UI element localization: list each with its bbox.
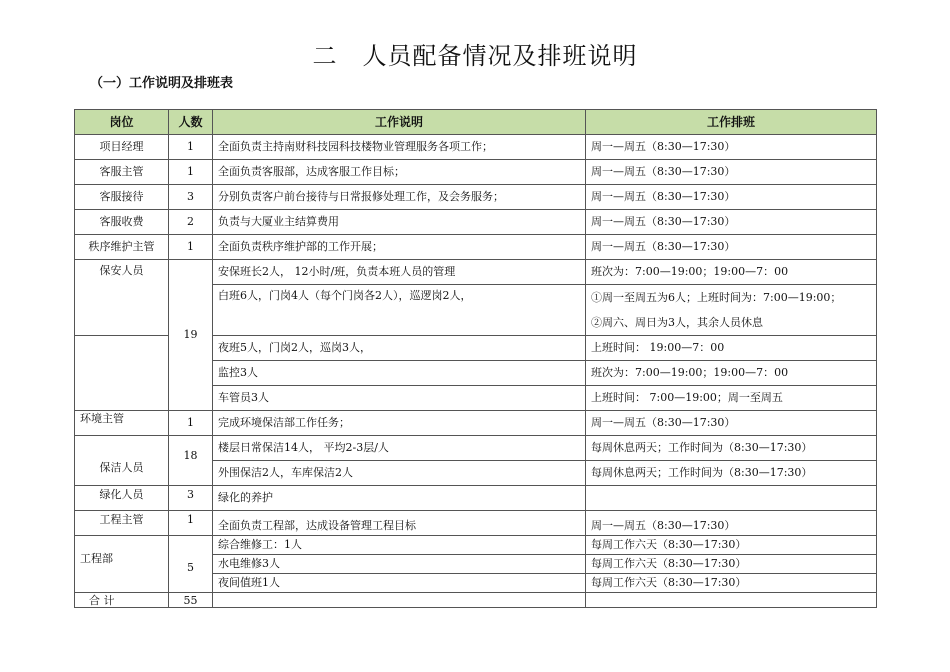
count-cell: 19: [169, 260, 213, 411]
post-cell: 绿化人员: [75, 486, 169, 511]
count-cell: 2: [169, 210, 213, 235]
table-row-total: [75, 593, 877, 608]
table-row: [75, 135, 877, 160]
schedule-table: [74, 109, 877, 608]
table-row: [75, 210, 877, 235]
schedule-cell: 每周工作六天（8:30—17:30）: [586, 536, 877, 555]
table-row: [75, 536, 877, 555]
header-post: 岗位: [75, 110, 169, 135]
post-cell: 客服接待: [75, 185, 169, 210]
post-cell: 客服收费: [75, 210, 169, 235]
schedule-cell: 班次为：7:00—19:00；19:00—7：00: [586, 260, 877, 285]
description-cell: 综合维修工：1人: [213, 536, 586, 555]
count-cell: 5: [169, 536, 213, 593]
schedule-line: ②周六、周日为3人，其余人员休息: [591, 316, 763, 329]
schedule-cell: [586, 285, 877, 336]
count-cell: 18: [169, 436, 213, 486]
post-cell-empty: [75, 336, 169, 411]
count-cell: 3: [169, 486, 213, 511]
description-cell: 监控3人: [213, 361, 586, 386]
description-cell: 全面负责主持南财科技园科技楼物业管理服务各项工作；: [213, 135, 586, 160]
schedule-cell: 周一—周五（8:30—17:30）: [586, 411, 877, 436]
schedule-cell: 每周休息两天；工作时间为（8:30—17:30）: [586, 436, 877, 461]
description-cell: 水电维修3人: [213, 555, 586, 574]
table-row: [75, 160, 877, 185]
table-row: [75, 260, 877, 285]
count-cell: 1: [169, 411, 213, 436]
schedule-cell: 班次为：7:00—19:00；19:00—7：00: [586, 361, 877, 386]
schedule-cell: 周一—周五（8:30—17:30）: [586, 160, 877, 185]
schedule-cell: 周一—周五（8:30—17:30）: [586, 185, 877, 210]
schedule-cell: 每周工作六天（8:30—17:30）: [586, 574, 877, 593]
table-row: [75, 235, 877, 260]
count-cell: 1: [169, 235, 213, 260]
schedule-cell: 周一—周五（8:30—17:30）: [586, 135, 877, 160]
post-cell: 项目经理: [75, 135, 169, 160]
description-cell-empty: [213, 593, 586, 608]
description-cell: 分别负责客户前台接待与日常报修处理工作，及会务服务；: [213, 185, 586, 210]
schedule-cell: [586, 486, 877, 511]
header-schedule: 工作排班: [586, 110, 877, 135]
count-cell: 1: [169, 160, 213, 185]
description-cell: 外围保洁2人，车库保洁2人: [213, 461, 586, 486]
page-title: 二 人员配备情况及排班说明: [312, 42, 638, 70]
table-header-row: [75, 110, 877, 135]
post-cell: 客服主管: [75, 160, 169, 185]
count-cell: 1: [169, 135, 213, 160]
table-row: [75, 185, 877, 210]
post-cell: 工程部: [75, 536, 169, 593]
section-subtitle: （一）工作说明及排班表: [90, 76, 234, 91]
description-cell: 全面负责秩序维护部的工作开展；: [213, 235, 586, 260]
description-cell: 安保班长2人， 12小时/班，负责本班人员的管理: [213, 260, 586, 285]
header-count: 人数: [169, 110, 213, 135]
description-cell: 绿化的养护: [213, 486, 586, 511]
post-cell: 环境主管: [75, 411, 169, 436]
schedule-cell-empty: [586, 593, 877, 608]
schedule-cell: 周一—周五（8:30—17:30）: [586, 511, 877, 536]
description-cell: 全面负责客服部，达成客服工作目标；: [213, 160, 586, 185]
post-cell: 保洁人员: [75, 436, 169, 486]
total-count: 55: [169, 593, 213, 608]
description-cell: 白班6人，门岗4人（每个门岗各2人），巡逻岗2人，: [213, 285, 586, 336]
header-description: 工作说明: [213, 110, 586, 135]
schedule-cell: 上班时间： 7:00—19:00；周一至周五: [586, 386, 877, 411]
schedule-cell: 每周休息两天；工作时间为（8:30—17:30）: [586, 461, 877, 486]
schedule-cell: 周一—周五（8:30—17:30）: [586, 235, 877, 260]
table-row: [75, 511, 877, 536]
description-cell: 全面负责工程部，达成设备管理工程目标: [213, 511, 586, 536]
schedule-line: ①周一至周五为6人；上班时间为：7:00—19:00；: [591, 291, 842, 304]
total-label: 合 计: [75, 593, 169, 608]
schedule-cell: 上班时间： 19:00—7：00: [586, 336, 877, 361]
description-cell: 夜间值班1人: [213, 574, 586, 593]
schedule-cell: 每周工作六天（8:30—17:30）: [586, 555, 877, 574]
post-cell: 工程主管: [75, 511, 169, 536]
schedule-cell: 周一—周五（8:30—17:30）: [586, 210, 877, 235]
table-row: [75, 486, 877, 511]
table-row: [75, 411, 877, 436]
description-cell: 夜班5人，门岗2人，巡岗3人，: [213, 336, 586, 361]
description-cell: 楼层日常保洁14人， 平均2-3层/人: [213, 436, 586, 461]
count-cell: 1: [169, 511, 213, 536]
description-cell: 负责与大厦业主结算费用: [213, 210, 586, 235]
post-cell: 保安人员: [75, 260, 169, 336]
table-row: [75, 436, 877, 461]
description-cell: 车管员3人: [213, 386, 586, 411]
description-cell: 完成环境保洁部工作任务；: [213, 411, 586, 436]
count-cell: 3: [169, 185, 213, 210]
post-cell: 秩序维护主管: [75, 235, 169, 260]
